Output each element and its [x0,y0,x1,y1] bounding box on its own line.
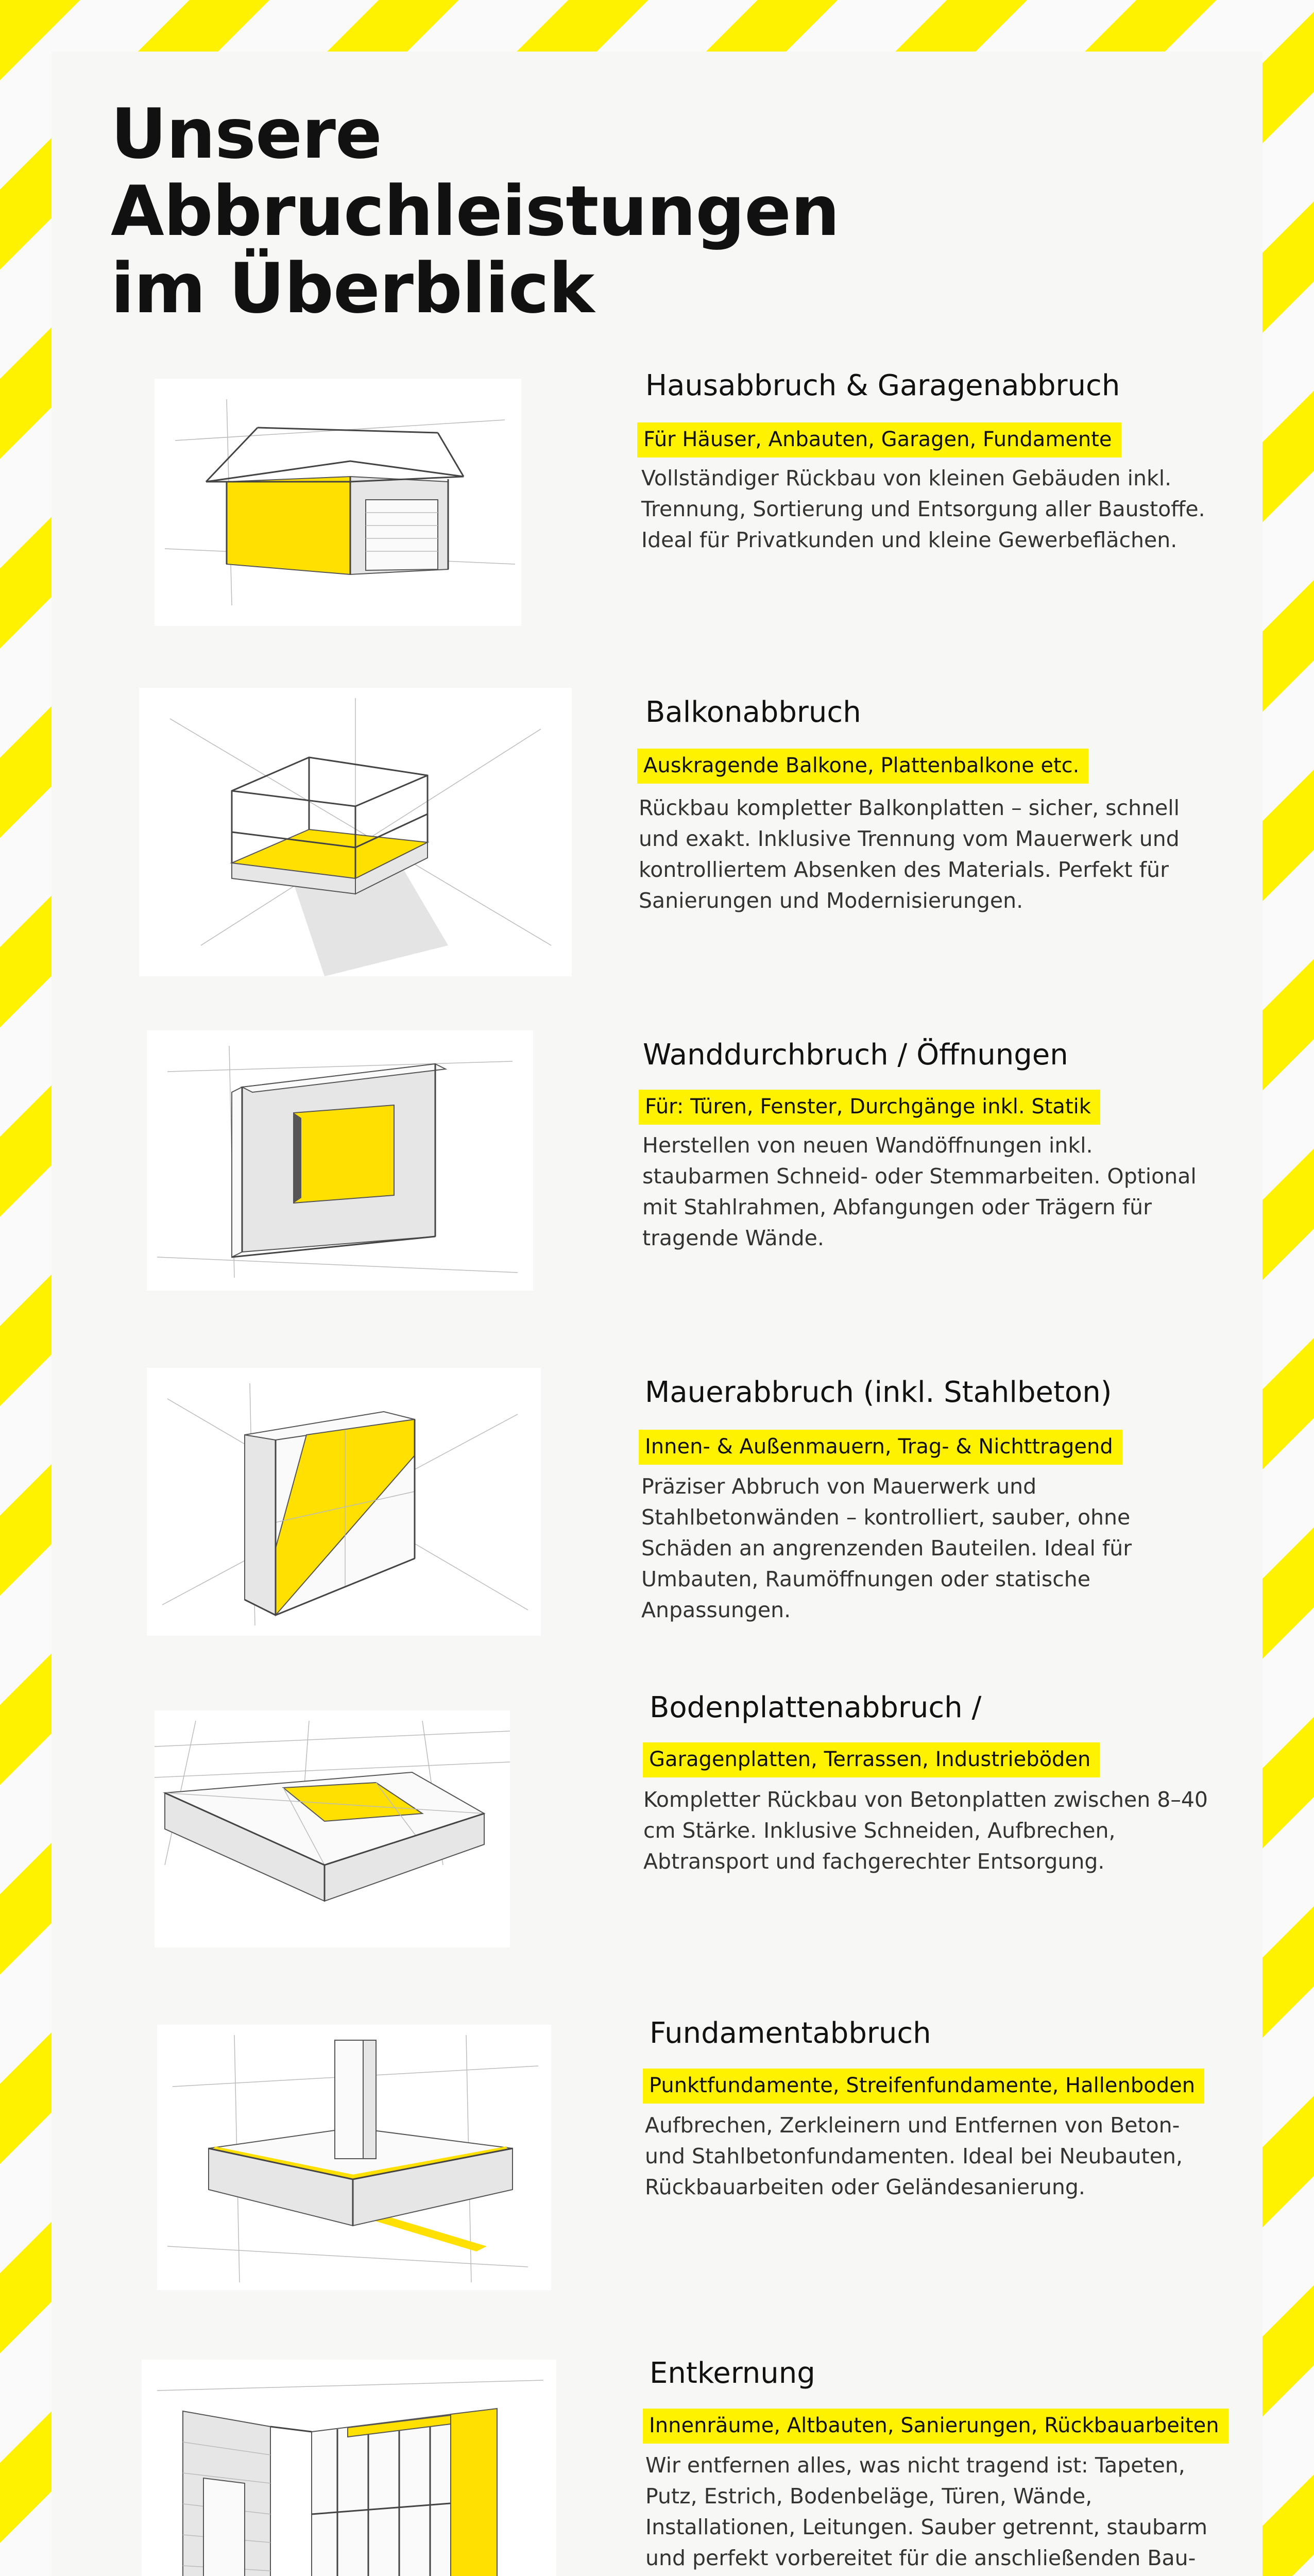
page-title-line-2: Abbruchleistungen [111,171,840,251]
balcony-sketch-illustration [139,688,572,976]
service-description: Wir entfernen alles, was nicht tragend ist: Tapeten, Putz, Estrich, Bodenbeläge, Türen, Wände, Installationen, Leitungen. Sauber getrennt, staubarm und perfekt vorbereitet für die anschließenden Bau- [645,2453,1208,2570]
service-tag-highlight: Innenräume, Altbauten, Sanierungen, Rückbauarbeiten [643,2409,1228,2444]
service-tag-highlight: Auskragende Balkone, Plattenbalkone etc. [637,749,1088,784]
page-title [111,94,840,329]
service-heading: Wanddurchbruch / Öffnungen [643,1038,1068,1072]
service-heading: Entkernung [650,2357,815,2390]
foundation-sketch-illustration [157,2025,551,2290]
page-title-line-1: Unsere [111,94,382,174]
gutting-sketch-illustration [142,2360,556,2576]
page-title-line-3: im Überblick [111,248,594,329]
service-heading: Bodenplattenabbruch / [650,1691,982,1724]
service-heading: Mauerabbruch (inkl. Stahlbeton) [645,1376,1112,1409]
service-description: Präziser Abbruch von Mauerwerk und Stahlbetonwänden – kontrolliert, sauber, ohne Schäden an angrenzenden Bauteilen. Ideal für Umbauten, Raumöffnungen oder statische Anpassungen. [641,1474,1132,1622]
wall-opening-sketch-illustration [147,1030,533,1291]
service-tag-highlight: Für Häuser, Anbauten, Garagen, Fundamente [637,422,1121,457]
service-description: Aufbrechen, Zerkleinern und Entfernen von Beton- und Stahlbetonfundamenten. Ideal bei Neubauten, Rückbauarbeiten oder Geländesanierung. [645,2113,1183,2199]
wall-demolition-sketch-drawing [147,1368,541,1636]
service-heading: Fundamentabbruch [650,2016,931,2050]
house-sketch-illustration [155,379,521,626]
service-description: Vollständiger Rückbau von kleinen Gebäuden inkl. Trennung, Sortierung und Entsorgung aller Baustoffe. Ideal für Privatkunden und kleine Gewerbeflächen. [641,466,1205,552]
service-description: Herstellen von neuen Wandöffnungen inkl. staubarmen Schneid- oder Stemmarbeiten. Optional mit Stahlrahmen, Abfangungen oder Trägern für tragende Wände. [642,1133,1197,1250]
service-tag-highlight: Garagenplatten, Terrassen, Industrieböden [643,1742,1100,1777]
floor-slab-sketch-drawing [155,1710,510,1947]
service-tag-highlight: Punktfundamente, Streifenfundamente, Hallenboden [643,2069,1204,2104]
gutting-sketch-drawing [142,2360,556,2576]
service-heading: Balkonabbruch [645,696,861,729]
wall-demolition-sketch-illustration [147,1368,541,1636]
service-heading: Hausabbruch & Garagenabbruch [645,369,1120,402]
house-sketch-drawing [155,379,521,626]
balcony-sketch-drawing [139,688,572,976]
wall-opening-sketch-drawing [147,1030,533,1291]
floor-slab-sketch-illustration [155,1710,510,1947]
service-description: Kompletter Rückbau von Betonplatten zwischen 8–40 cm Stärke. Inklusive Schneiden, Aufbrechen, Abtransport und fachgerechter Entsorgung. [643,1787,1208,1874]
service-tag-highlight: Für: Türen, Fenster, Durchgänge inkl. Statik [639,1090,1100,1125]
foundation-sketch-drawing [157,2025,551,2290]
service-tag-highlight: Innen- & Außenmauern, Trag- & Nichttragend [639,1430,1122,1465]
service-description: Rückbau kompletter Balkonplatten – sicher, schnell und exakt. Inklusive Trennung vom Mauerwerk und kontrolliertem Absenken des Materials. Perfekt für Sanierungen und Modernisierungen. [639,795,1180,913]
